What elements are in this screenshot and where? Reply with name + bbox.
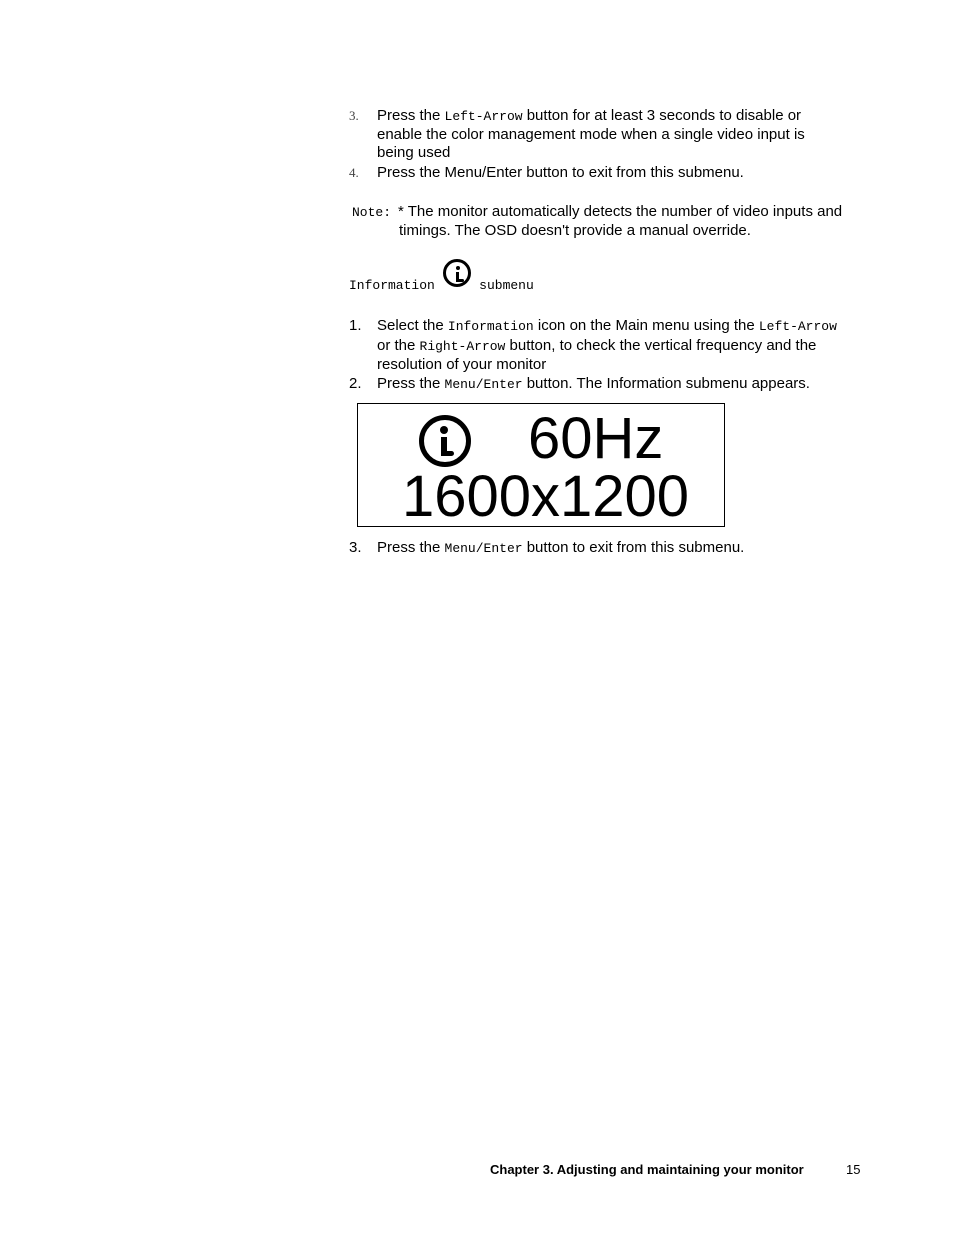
list-item-text: enable the color management mode when a single video input is <box>377 126 805 143</box>
text: Press the <box>377 107 445 124</box>
heading-word: submenu <box>479 277 534 293</box>
osd-information-display <box>357 403 725 527</box>
key-name: Information <box>447 319 534 334</box>
text: Press the <box>377 539 445 556</box>
text: Select the <box>377 317 448 334</box>
section-heading <box>349 259 534 293</box>
key-name: Menu/Enter <box>444 541 523 556</box>
text: icon on the Main menu using the <box>533 317 759 334</box>
list-number: 4. <box>349 165 359 180</box>
note-label: Note: <box>352 205 392 220</box>
list-item-text <box>377 374 810 394</box>
text: button for at least 3 seconds to disable or <box>522 107 802 124</box>
key-name: Menu/Enter <box>444 377 523 392</box>
note-text: * The monitor automatically detects the number of video inputs and <box>398 203 843 220</box>
note-text: timings. The OSD doesn't provide a manual override. <box>399 222 751 239</box>
list-number: 1. <box>349 317 362 334</box>
list-item-text: being used <box>377 144 451 161</box>
osd-frequency: 60Hz <box>528 406 664 471</box>
heading-word: Information <box>349 277 435 293</box>
key-name: Right-Arrow <box>419 339 506 354</box>
key-name: Left-Arrow <box>444 109 523 124</box>
list-number: 3. <box>349 539 362 556</box>
key-name: Left-Arrow <box>758 319 837 334</box>
list-item-text <box>377 316 837 336</box>
info-icon <box>419 415 471 467</box>
text: button to exit from this submenu. <box>522 539 745 556</box>
footer-chapter: Chapter 3. Adjusting and maintaining your monitor <box>490 1162 804 1177</box>
text: button, to check the vertical frequency and the <box>505 337 817 354</box>
osd-resolution: 1600x1200 <box>402 464 690 529</box>
text: button. The Information submenu appears. <box>522 375 810 392</box>
list-number: 3. <box>349 108 359 123</box>
list-number: 2. <box>349 375 362 392</box>
list-item-text: Press the Menu/Enter button to exit from this submenu. <box>377 164 744 181</box>
list-item-text: resolution of your monitor <box>377 356 547 373</box>
page-number: 15 <box>846 1162 861 1177</box>
list-item-text <box>377 106 801 126</box>
info-icon <box>443 259 471 287</box>
list-item-text <box>377 538 744 558</box>
list-item-text <box>377 336 816 356</box>
text: or the <box>377 337 420 354</box>
text: Press the <box>377 375 445 392</box>
